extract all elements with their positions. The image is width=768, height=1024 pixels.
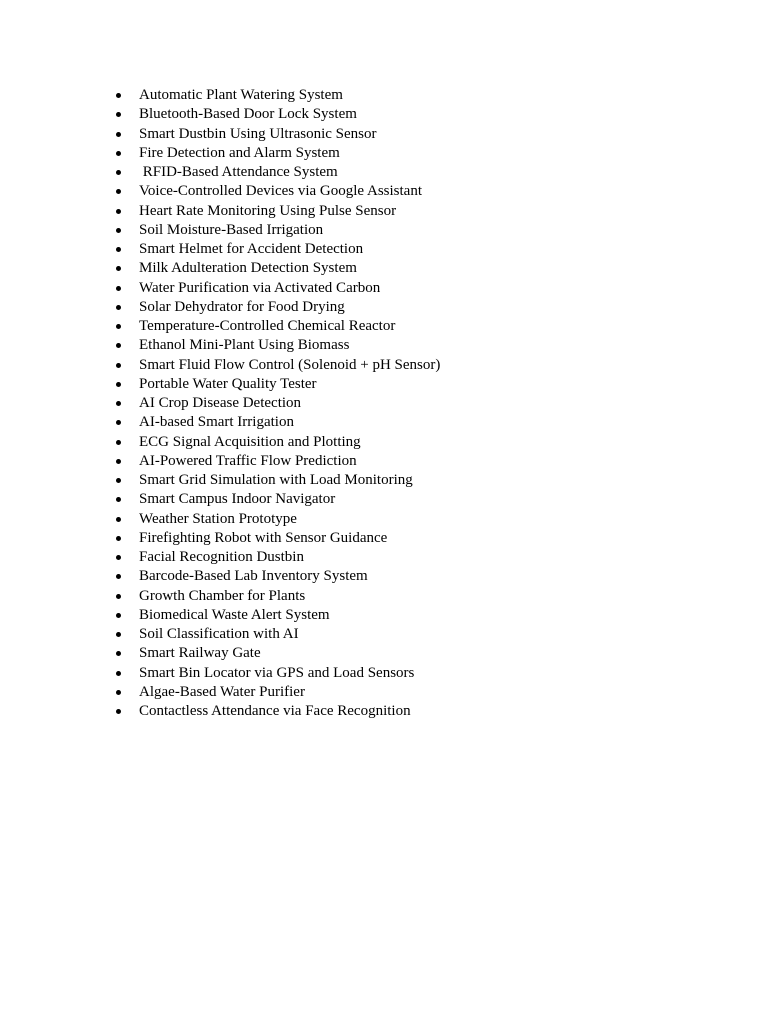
bullet-icon bbox=[116, 594, 121, 599]
bullet-icon bbox=[116, 228, 121, 233]
bullet-icon bbox=[116, 324, 121, 329]
list-item-text: Contactless Attendance via Face Recognition bbox=[139, 703, 411, 719]
bullet-icon bbox=[116, 517, 121, 522]
list-item-text: Facial Recognition Dustbin bbox=[139, 549, 304, 565]
bullet-icon bbox=[116, 401, 121, 406]
list-item-text: RFID-Based Attendance System bbox=[139, 164, 338, 180]
list-item-text: Barcode-Based Lab Inventory System bbox=[139, 568, 368, 585]
list-item-text: Fire Detection and Alarm System bbox=[139, 144, 340, 161]
list-item-text: Soil Moisture-Based Irrigation bbox=[139, 221, 324, 238]
list-item-text: Voice-Controlled Devices via Google Assistant bbox=[139, 183, 423, 200]
bullet-icon bbox=[116, 209, 121, 214]
bullet-icon bbox=[116, 709, 121, 714]
list-item-text: Milk Adulteration Detection System bbox=[139, 260, 357, 277]
list-item-text: Smart Dustbin Using Ultrasonic Sensor bbox=[139, 125, 377, 142]
bullet-icon bbox=[116, 555, 121, 560]
list-item-text: AI-Powered Traffic Flow Prediction bbox=[139, 452, 357, 469]
bullet-icon bbox=[116, 305, 121, 310]
bullet-icon bbox=[116, 363, 121, 368]
bullet-icon bbox=[116, 440, 121, 445]
bullet-icon bbox=[116, 189, 121, 194]
bullet-icon bbox=[116, 382, 121, 387]
bullet-icon bbox=[116, 613, 121, 618]
list-item-text: Smart Helmet for Accident Detection bbox=[139, 241, 364, 257]
bullet-icon bbox=[116, 671, 121, 676]
bullet-icon bbox=[116, 459, 121, 464]
list-item-text: Solar Dehydrator for Food Drying bbox=[139, 298, 345, 315]
bullet-icon bbox=[116, 690, 121, 695]
list-item-text: Soil Classification with AI bbox=[139, 626, 299, 642]
list-item-text: Smart Railway Gate bbox=[139, 645, 261, 662]
bullet-icon bbox=[116, 343, 121, 348]
list-item-text: Portable Water Quality Tester bbox=[139, 375, 317, 392]
bullet-icon bbox=[116, 151, 121, 156]
list-item-text: Growth Chamber for Plants bbox=[139, 587, 306, 604]
list-item-text: Biomedical Waste Alert System bbox=[139, 606, 330, 623]
list-item-text: Automatic Plant Watering System bbox=[139, 87, 343, 103]
bullet-icon bbox=[116, 420, 121, 425]
list-item-text: ECG Signal Acquisition and Plotting bbox=[139, 433, 361, 450]
bullet-icon bbox=[116, 266, 121, 271]
bullet-icon bbox=[116, 478, 121, 483]
list-item-text: Smart Fluid Flow Control (Solenoid + pH Sensor) bbox=[139, 356, 441, 373]
list-item-text: Ethanol Mini-Plant Using Biomass bbox=[139, 337, 350, 354]
bullet-icon bbox=[116, 112, 121, 117]
list-item-text: Smart Grid Simulation with Load Monitoring bbox=[139, 472, 413, 488]
list-item-text: Algae-Based Water Purifier bbox=[139, 683, 305, 700]
bullet-icon bbox=[116, 651, 121, 656]
list-item-text: Water Purification via Activated Carbon bbox=[139, 279, 381, 296]
list-item-text: Bluetooth-Based Door Lock System bbox=[139, 106, 357, 123]
bullet-icon bbox=[116, 574, 121, 579]
bullet-icon bbox=[116, 247, 121, 252]
list-item-text: Smart Campus Indoor Navigator bbox=[139, 491, 336, 508]
bullet-icon bbox=[116, 93, 121, 98]
bullet-icon bbox=[116, 170, 121, 175]
bullet-icon bbox=[116, 632, 121, 637]
list-item-text: Smart Bin Locator via GPS and Load Sensors bbox=[139, 664, 415, 681]
list-item-text: AI-based Smart Irrigation bbox=[139, 414, 294, 431]
bullet-icon bbox=[116, 536, 121, 541]
list-item-text: AI Crop Disease Detection bbox=[139, 395, 302, 411]
list-item-text: Firefighting Robot with Sensor Guidance bbox=[139, 529, 388, 546]
list-item-text: Weather Station Prototype bbox=[139, 510, 297, 527]
bullet-icon bbox=[116, 132, 121, 137]
list-item-text: Temperature-Controlled Chemical Reactor bbox=[139, 318, 396, 334]
bullet-icon bbox=[116, 497, 121, 502]
bullet-icon bbox=[116, 286, 121, 291]
list-item-text: Heart Rate Monitoring Using Pulse Sensor bbox=[139, 202, 397, 219]
